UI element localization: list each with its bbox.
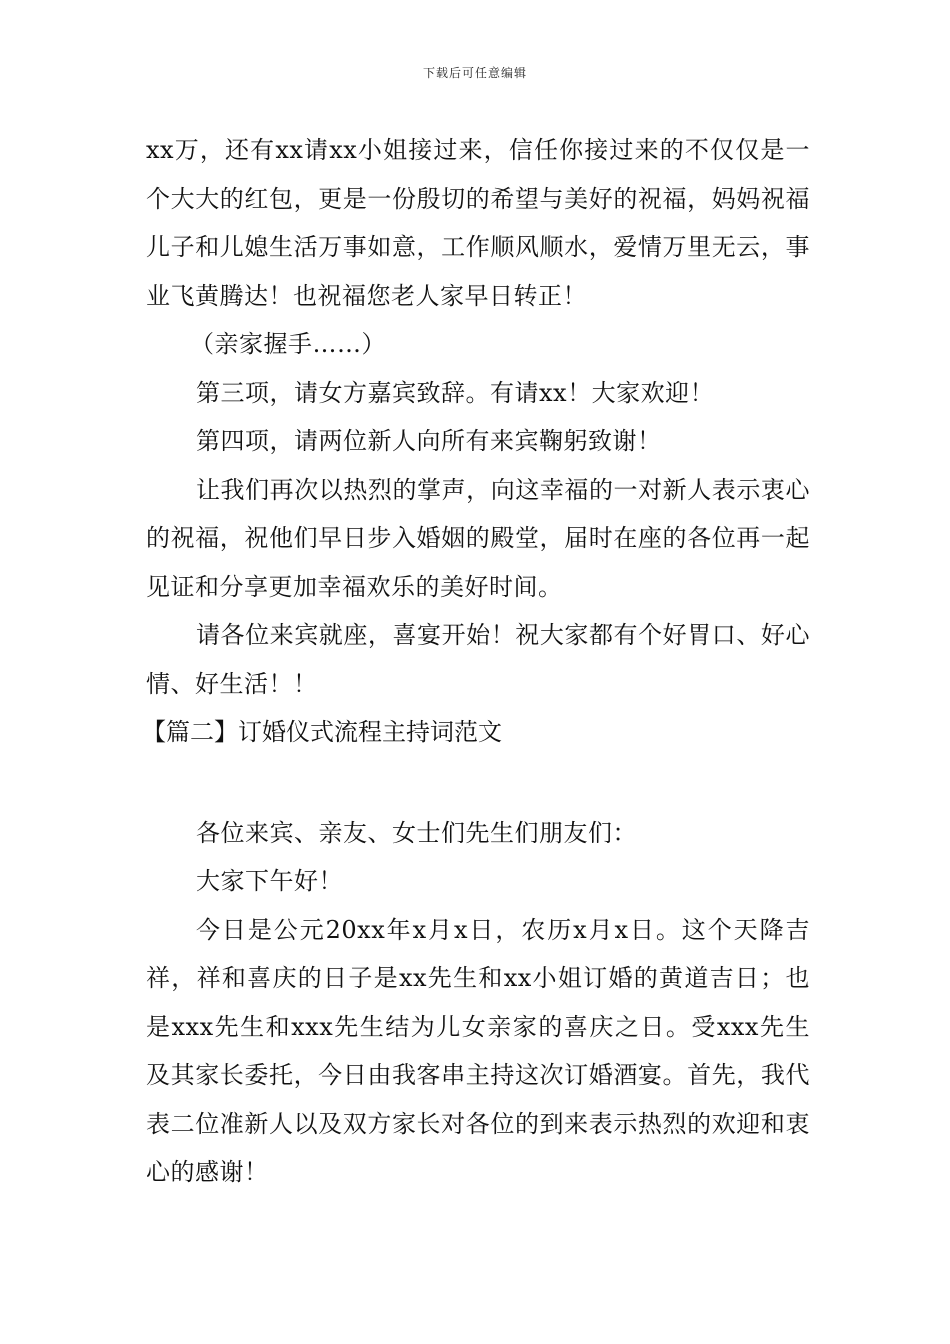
paragraph-banquet-start: 请各位来宾就座，喜宴开始！祝大家都有个好胃口、好心情、好生活！！ (146, 621, 810, 698)
paragraph-opening-remarks: 今日是公元20xx年x月x日，农历x月x日。这个天降吉祥，祥和喜庆的日子是xx先生和xx小姐订婚的黄道吉日；也是xxx先生和xxx先生结为儿女亲家的喜庆之日。受xxx先生及其家长委托，今日由我客串主持这次订婚酒宴。首先，我代表二位准新人以及双方家长对各位的到来表示热烈的欢迎和衷心的感谢！ (146, 915, 810, 1186)
paragraph-item-three: 第三项，请女方嘉宾致辞。有请xx！大家欢迎！ (196, 378, 715, 407)
paragraph-greeting: 各位来宾、亲友、女士们先生们朋友们： (196, 818, 637, 847)
paragraph-good-afternoon: 大家下午好！ (196, 867, 343, 895)
header-note: 下载后可任意编辑 (422, 66, 527, 80)
paragraph-handshake: （亲家握手……） (190, 330, 386, 358)
paragraph-gift-blessing: xx万，还有xx请xx小姐接过来，信任你接过来的不仅仅是一个大大的红包，更是一份殷切的希望与美好的祝福，妈妈祝福儿子和儿媳生活万事如意，工作顺风顺水，爱情万里无云，事业飞黄腾达！也祝福您老人家早日转正！ (146, 136, 810, 310)
paragraph-item-four: 第四项，请两位新人向所有来宾鞠躬致谢！ (196, 427, 662, 455)
paragraph-applause: 让我们再次以热烈的掌声，向这幸福的一对新人表示衷心的祝福，祝他们早日步入婚姻的殿堂，届时在座的各位再一起见证和分享更加幸福欢乐的美好时间。 (146, 475, 810, 601)
section-title: 【篇二】订婚仪式流程主持词范文 (142, 718, 502, 746)
document-body (142, 126, 810, 1197)
